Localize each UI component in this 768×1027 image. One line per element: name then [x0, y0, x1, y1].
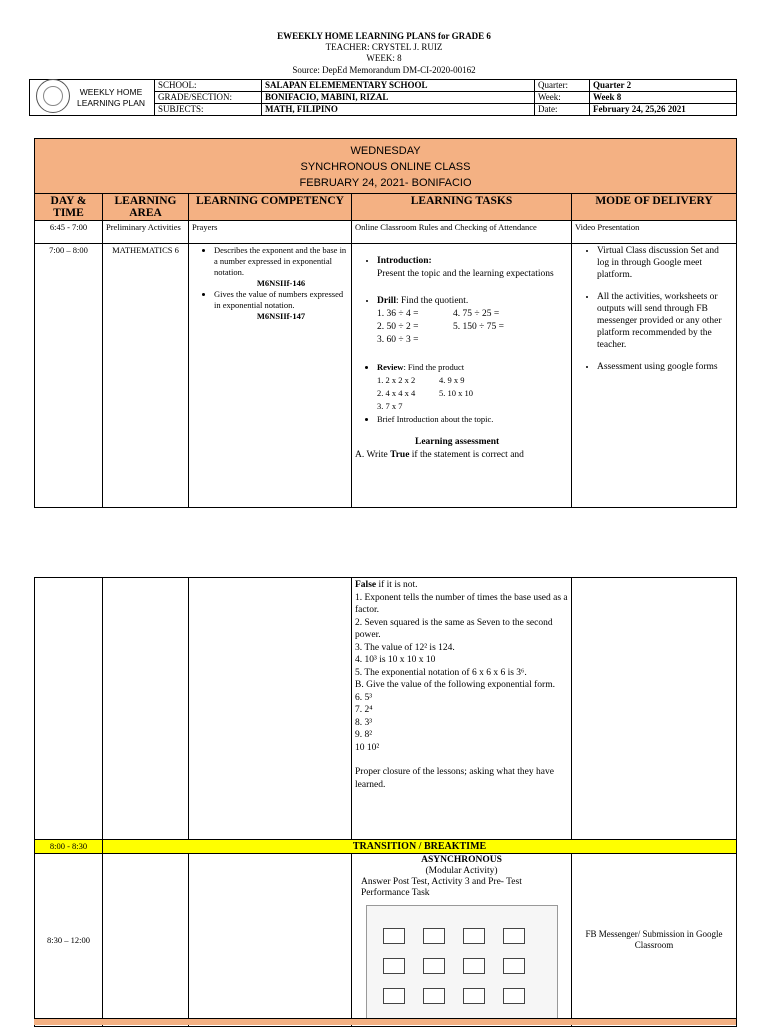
- review-list: [355, 374, 568, 413]
- async-tasks: Answer Post Test, Activity 3 and Pre- Test Performance Task: [361, 877, 522, 898]
- table-row: [35, 244, 737, 508]
- day-banner: [35, 139, 737, 194]
- date-value: February 24, 25,26 2021: [590, 104, 737, 116]
- delivery-item: • All the activities, worksheets or outputs will send through FB messenger provided or any other platform recommended by the teacher.: [597, 291, 733, 351]
- drill-q5: 5. 150 ÷ 75 =: [453, 322, 504, 332]
- learning-plan-table-2: [34, 577, 737, 1027]
- async-subtitle: (Modular Activity): [425, 866, 498, 876]
- source-line: Source: DepEd Memorandum DM-CI-2020-00162: [292, 65, 476, 75]
- review-q1: 1. 2 x 2 x 2: [377, 375, 416, 385]
- review-text: : Find the product: [403, 362, 465, 372]
- col-header-area: LEARNING AREA: [103, 194, 189, 221]
- competency-item: [214, 245, 348, 289]
- table-row: [35, 854, 737, 1027]
- col-header-time: DAY & TIME: [35, 194, 103, 221]
- school-label: SCHOOL:: [155, 80, 262, 92]
- learning-plan-table-1: [34, 138, 737, 508]
- banner-date: FEBRUARY 24, 2021- BONIFACIO: [299, 177, 472, 189]
- transition-time: 8:00 - 8:30: [35, 840, 103, 854]
- assessment-item: 7. 2⁴: [355, 705, 373, 715]
- empty-cell: [103, 854, 189, 1027]
- school-value: SALAPAN ELEMEMENTARY SCHOOL: [262, 80, 535, 92]
- row2-time: 7:00 – 8:00: [35, 244, 103, 508]
- col-header-tasks: LEARNING TASKS: [352, 194, 572, 221]
- subjects-value: MATH, FILIPINO: [262, 104, 535, 116]
- empty-cell: [103, 578, 189, 840]
- banner-mode: SYNCHRONOUS ONLINE CLASS: [300, 161, 471, 173]
- subjects-label: SUBJECTS:: [155, 104, 262, 116]
- row2-area: MATHEMATICS 6: [103, 244, 189, 508]
- table-row: [35, 578, 737, 840]
- school-info-table: [29, 79, 737, 116]
- plan-title: EWEEKLY HOME LEARNING PLANS for GRADE 6: [277, 31, 491, 41]
- row1-tasks: Online Classroom Rules and Checking of Attendance: [352, 221, 572, 244]
- drill-q2: 2. 50 ÷ 2 =: [377, 322, 419, 332]
- row2-tasks: [352, 244, 572, 508]
- week-value: Week 8: [590, 92, 737, 104]
- week-line: WEEK: 8: [366, 53, 402, 63]
- row4-tasks: [352, 854, 572, 1027]
- brief-intro: • Brief Introduction about the topic.: [377, 413, 568, 426]
- assessment-item: 10 10²: [355, 742, 380, 753]
- intro-text: Present the topic and the learning expectations: [377, 269, 554, 279]
- competency-item: [214, 289, 348, 322]
- exponent-maze-image: [366, 905, 558, 1025]
- empty-cell: [189, 578, 352, 840]
- review-q3: 3. 7 x 7: [377, 401, 403, 411]
- drill-label: Drill: [377, 296, 396, 306]
- review-q4: 4. 9 x 9: [439, 375, 465, 385]
- drill-q1: 1. 36 ÷ 4 =: [377, 309, 419, 319]
- grade-value: BONIFACIO, MABINI, RIZAL: [262, 92, 535, 104]
- assessment-a-true: True: [390, 450, 410, 460]
- drill-list: [355, 308, 568, 347]
- assessment-item: 1. Exponent tells the number of times the base used as a factor.: [355, 592, 568, 615]
- transition-row: [35, 840, 737, 854]
- row4-delivery: FB Messenger/ Submission in Google Classroom: [572, 854, 737, 1027]
- drill-q4: 4. 75 ÷ 25 =: [453, 309, 500, 319]
- competency-text: Gives the value of numbers expressed in exponential notation.: [214, 289, 344, 310]
- assessment-item: 3. The value of 12² is 124.: [355, 642, 455, 653]
- async-title: ASYNCHRONOUS: [421, 855, 502, 865]
- assessment-item: 8. 3³: [355, 717, 373, 728]
- whlp-line1: WEEKLY HOME: [79, 86, 143, 97]
- closure-text: Proper closure of the lessons; asking what they have learned.: [355, 767, 554, 790]
- review-q5: 5. 10 x 10: [439, 388, 473, 398]
- review-item: [377, 361, 568, 374]
- drill-item: [377, 295, 568, 308]
- col-header-delivery: MODE OF DELIVERY: [572, 194, 737, 221]
- delivery-item: • Assessment using google forms: [597, 361, 733, 373]
- table-row: [35, 221, 737, 244]
- row1-delivery: Video Presentation: [572, 221, 737, 244]
- row1-competency: Prayers: [189, 221, 352, 244]
- empty-cell: [35, 578, 103, 840]
- date-label: Date:: [535, 104, 590, 116]
- transition-label: TRANSITION / BREAKTIME: [103, 840, 737, 854]
- row1-time: 6:45 - 7:00: [35, 221, 103, 244]
- banner-day: WEDNESDAY: [350, 145, 421, 157]
- assessment-item: 2. Seven squared is the same as Seven to the second power.: [355, 617, 553, 640]
- false-text: if it is not.: [376, 580, 418, 590]
- empty-cell: [572, 578, 737, 840]
- deped-seal-icon: [36, 79, 70, 113]
- whlp-line2: LEARNING PLAN: [76, 97, 146, 108]
- intro-label: • Introduction:: [377, 255, 568, 268]
- row4-time: 8:30 – 12:00: [35, 854, 103, 1027]
- assessment-item: B. Give the value of the following exponential form.: [355, 680, 555, 690]
- false-line: [355, 579, 568, 592]
- row2-delivery: [572, 244, 737, 508]
- assessment-a-pre: A. Write: [355, 450, 391, 460]
- row2-competency: [189, 244, 352, 508]
- grade-label: GRADE/SECTION:: [155, 92, 262, 104]
- review-q2: 2. 4 x 4 x 4: [377, 388, 416, 398]
- assessment-item: 5. The exponential notation of 6 x 6 x 6 is 3⁶.: [355, 667, 527, 678]
- competency-code: M6NSIIf-146: [256, 278, 306, 288]
- assessment-item: 4. 10³ is 10 x 10 x 10: [355, 655, 436, 665]
- quarter-value: Quarter 2: [590, 80, 737, 92]
- review-label: Review: [377, 362, 404, 372]
- delivery-item: • Virtual Class discussion Set and log in through Google meet platform.: [597, 245, 733, 281]
- competency-text: Describes the exponent and the base in a number expressed in exponential notation.: [214, 245, 347, 277]
- assessment-item: 9. 8²: [355, 730, 373, 740]
- week-label: Week:: [535, 92, 590, 104]
- row3-tasks: [352, 578, 572, 840]
- assessment-a: [355, 449, 568, 462]
- drill-q3: 3. 60 ÷ 3 =: [377, 335, 419, 345]
- col-header-competency: LEARNING COMPETENCY: [189, 194, 352, 221]
- teacher-line: TEACHER: CRYSTEL J. RUIZ: [325, 42, 443, 52]
- assessment-label: Learning assessment: [415, 437, 500, 447]
- assessment-item: 6. 5³: [355, 692, 373, 703]
- quarter-label: Quarter:: [535, 80, 590, 92]
- row1-area: Preliminary Activities: [103, 221, 189, 244]
- empty-cell: [189, 854, 352, 1027]
- drill-text: : Find the quotient.: [396, 296, 469, 306]
- competency-code: M6NSIIf-147: [256, 311, 306, 321]
- false-label: False: [355, 580, 377, 590]
- assessment-a-post: if the statement is correct and: [409, 450, 524, 460]
